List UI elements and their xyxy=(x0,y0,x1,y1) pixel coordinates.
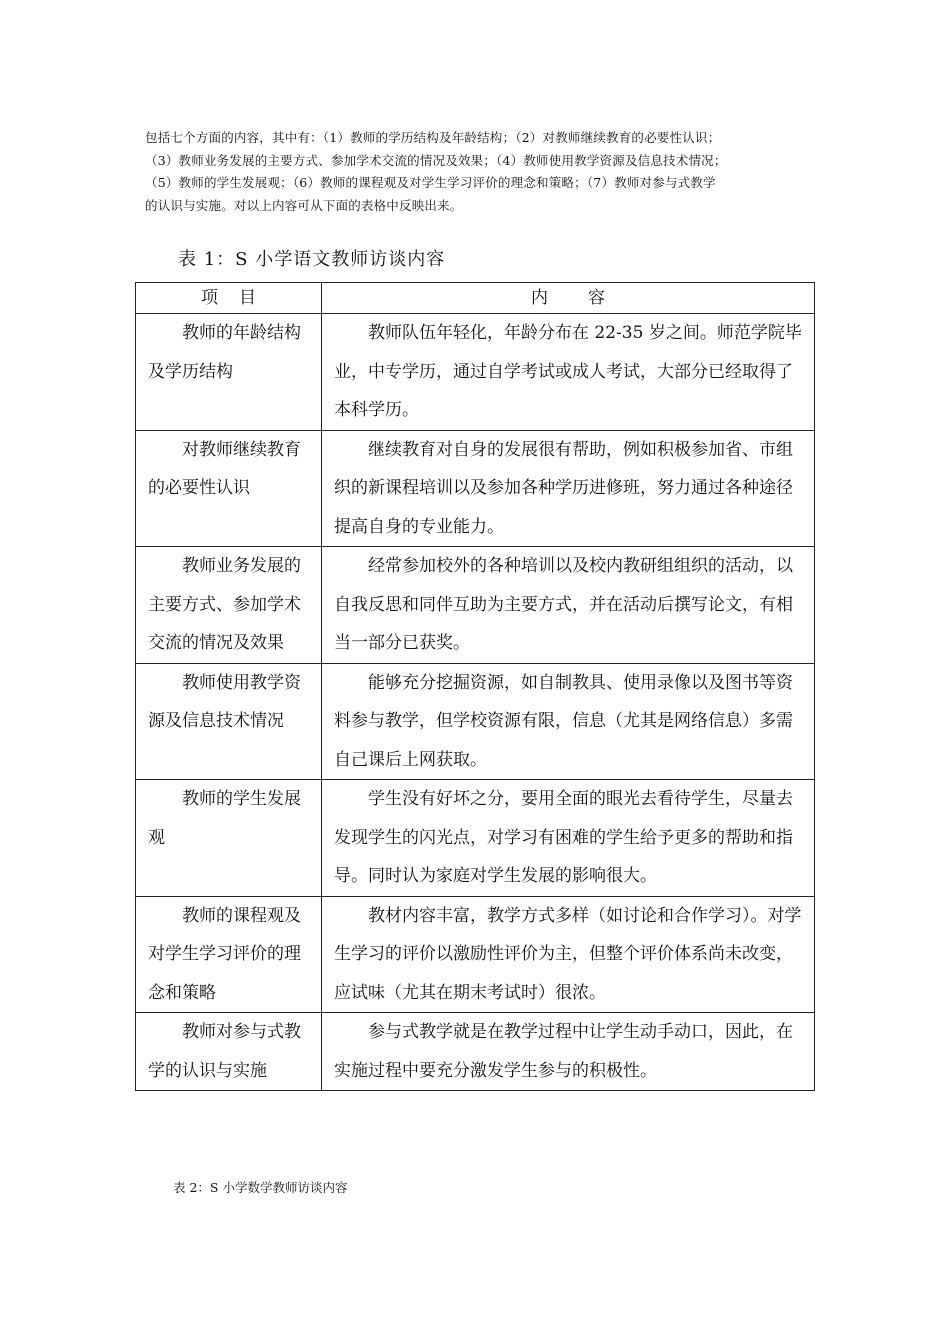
row-item-cell: 教师的年龄结构及学历结构 xyxy=(136,314,322,431)
table-row xyxy=(136,547,815,664)
row-item-cell: 对教师继续教育的必要性认识 xyxy=(136,430,322,547)
row-content-cell: 能够充分挖掘资源，如自制教具、使用录像以及图书等资料参与教学，但学校资源有限，信息（尤其是网络信息）多需自己课后上网获取。 xyxy=(322,663,815,780)
table-row xyxy=(136,780,815,897)
row-content-cell: 经常参加校外的各种培训以及校内教研组组织的活动，以自我反思和同伴互助为主要方式，并在活动后撰写论文，有相当一部分已获奖。 xyxy=(322,547,815,664)
row-item-cell: 教师业务发展的主要方式、参加学术交流的情况及效果 xyxy=(136,547,322,664)
row-item-cell: 教师的学生发展观 xyxy=(136,780,322,897)
table-header-row xyxy=(136,283,815,314)
row-item-cell: 教师对参与式教学的认识与实施 xyxy=(136,1013,322,1091)
table1-caption: 表 1：S 小学语文教师访谈内容 xyxy=(178,249,446,270)
table-row xyxy=(136,430,815,547)
row-content-cell: 继续教育对自身的发展很有帮助，例如积极参加省、市组织的新课程培训以及参加各种学历进修班，努力通过各种途径提高自身的专业能力。 xyxy=(322,430,815,547)
table-row xyxy=(136,1013,815,1091)
intro-line: 包括七个方面的内容，其中有：（1）教师的学历结构及年龄结构；（2）对教师继续教育的必要性认识； xyxy=(145,130,721,145)
table-row xyxy=(136,314,815,431)
row-content-cell: 教材内容丰富，教学方式多样（如讨论和合作学习）。对学生学习的评价以激励性评价为主，但整个评价体系尚未改变，应试味（尤其在期末考试时）很浓。 xyxy=(322,896,815,1013)
row-content-cell: 学生没有好坏之分，要用全面的眼光去看待学生，尽量去发现学生的闪光点，对学习有困难的学生给予更多的帮助和指导。同时认为家庭对学生发展的影响很大。 xyxy=(322,780,815,897)
intro-line: （5）教师的学生发展观；（6）教师的课程观及对学生学习评价的理念和策略；（7）教师对参与式教学 xyxy=(145,175,716,190)
intro-paragraph xyxy=(145,127,805,217)
table-row xyxy=(136,663,815,780)
row-item-cell: 教师的课程观及对学生学习评价的理念和策略 xyxy=(136,896,322,1013)
interview-table xyxy=(135,282,815,1091)
intro-line: 的认识与实施。对以上内容可从下面的表格中反映出来。 xyxy=(145,197,463,213)
intro-line: （3）教师业务发展的主要方式、参加学术交流的情况及效果；（4）教师使用教学资源及信息技术情况； xyxy=(145,152,727,168)
header-item: 项 目 xyxy=(136,283,322,314)
table-row xyxy=(136,896,815,1013)
header-content: 内 容 xyxy=(322,283,815,314)
row-item-cell: 教师使用教学资源及信息技术情况 xyxy=(136,663,322,780)
table2-caption: 表 2：S 小学数学教师访谈内容 xyxy=(173,1180,348,1195)
row-content-cell: 教师队伍年轻化，年龄分布在 22-35 岁之间。师范学院毕业，中专学历，通过自学考试或成人考试，大部分已经取得了本科学历。 xyxy=(322,314,815,431)
row-content-cell: 参与式教学就是在教学过程中让学生动手动口，因此，在实施过程中要充分激发学生参与的积极性。 xyxy=(322,1013,815,1091)
